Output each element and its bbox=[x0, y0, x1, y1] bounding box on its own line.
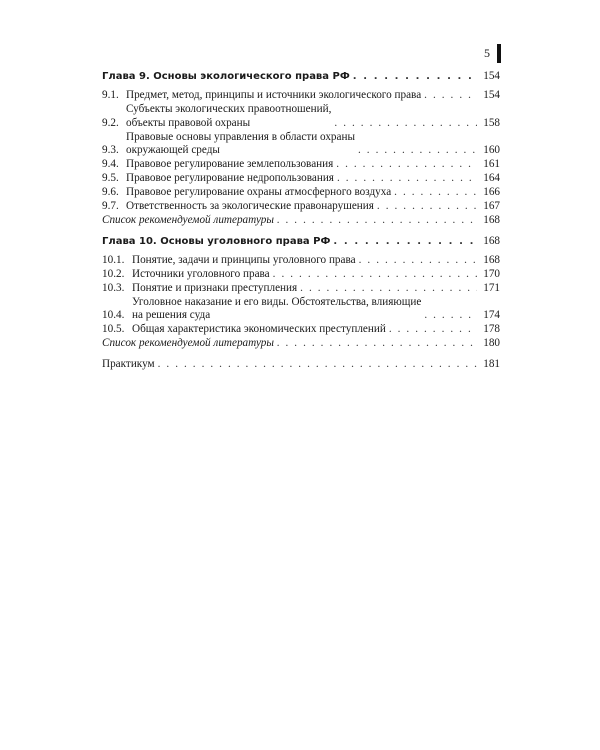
toc-entry-10-5[interactable] bbox=[102, 323, 500, 336]
page-ref: 170 bbox=[483, 268, 500, 281]
dot-leader bbox=[424, 309, 477, 322]
page-marker-bar bbox=[497, 44, 501, 63]
practicum-label: Практикум bbox=[102, 357, 155, 370]
dot-leader bbox=[277, 337, 477, 350]
toc-entry-9-3[interactable] bbox=[102, 131, 500, 158]
dot-leader bbox=[377, 200, 477, 213]
page-ref: 180 bbox=[483, 337, 500, 350]
toc-entry-10-4[interactable] bbox=[102, 296, 500, 323]
section-title-continued: на решения суда bbox=[132, 309, 211, 322]
toc-entry-references-ch10[interactable] bbox=[102, 337, 500, 350]
dot-leader bbox=[300, 282, 477, 295]
toc-entry-9-7[interactable] bbox=[102, 200, 500, 213]
section-number: 9.6. bbox=[102, 186, 119, 199]
section-number: 9.2. bbox=[102, 116, 119, 129]
dot-leader bbox=[277, 214, 477, 227]
chapter-10-heading[interactable] bbox=[102, 235, 500, 248]
section-number: 9.1. bbox=[102, 89, 119, 102]
dot-leader bbox=[336, 158, 477, 171]
page-ref: 154 bbox=[483, 70, 500, 82]
section-title: Уголовное наказание и его виды. Обстоятельства, влияющие bbox=[132, 296, 422, 309]
section-number: 9.4. bbox=[102, 158, 119, 171]
section-number: 9.7. bbox=[102, 200, 119, 213]
page-ref: 168 bbox=[483, 234, 500, 247]
toc-entry-practicum[interactable] bbox=[102, 358, 500, 371]
page-ref: 166 bbox=[483, 186, 500, 199]
dot-leader bbox=[424, 89, 477, 102]
section-title: Понятие, задачи и принципы уголовного права bbox=[132, 254, 356, 267]
page-ref: 167 bbox=[483, 200, 500, 213]
section-number: 9.3. bbox=[102, 144, 119, 157]
page-ref: 161 bbox=[483, 158, 500, 171]
page-ref: 181 bbox=[483, 357, 500, 370]
section-number: 9.5. bbox=[102, 172, 119, 185]
chapter-title: Глава 10. Основы уголовного права РФ bbox=[102, 235, 331, 247]
section-number: 10.3. bbox=[102, 282, 125, 295]
dot-leader bbox=[337, 172, 477, 185]
section-title: Общая характеристика экономических преступлений bbox=[132, 323, 386, 336]
section-title: Ответственность за экологические правонарушения bbox=[126, 200, 374, 213]
spacer bbox=[102, 351, 500, 358]
dot-leader bbox=[334, 117, 477, 130]
page-ref: 168 bbox=[483, 214, 500, 227]
toc-entry-9-6[interactable] bbox=[102, 186, 500, 199]
page-ref: 154 bbox=[483, 89, 500, 102]
chapter-title: Глава 9. Основы экологического права РФ bbox=[102, 71, 350, 82]
section-title-continued: окружающей среды bbox=[126, 144, 220, 157]
toc-entry-10-1[interactable] bbox=[102, 254, 500, 267]
section-number: 10.2. bbox=[102, 268, 125, 281]
dot-leader bbox=[158, 358, 477, 371]
section-title-continued: объекты правовой охраны bbox=[126, 116, 251, 129]
toc-entry-9-5[interactable] bbox=[102, 172, 500, 185]
page-ref: 164 bbox=[483, 172, 500, 185]
dot-leader bbox=[394, 186, 477, 199]
toc-entry-10-3[interactable] bbox=[102, 282, 500, 295]
dot-leader bbox=[353, 70, 477, 83]
page-ref: 178 bbox=[483, 323, 500, 336]
dot-leader bbox=[273, 268, 477, 281]
toc-entry-9-1[interactable] bbox=[102, 89, 500, 102]
chapter-9-heading[interactable] bbox=[102, 70, 500, 83]
references-label: Список рекомендуемой литературы bbox=[102, 337, 274, 350]
section-title: Субъекты экологических правоотношений, bbox=[126, 103, 332, 116]
section-number: 10.4. bbox=[102, 309, 125, 322]
dot-leader bbox=[389, 323, 477, 336]
section-title: Правовое регулирование землепользования bbox=[126, 158, 334, 171]
toc-entry-9-4[interactable] bbox=[102, 158, 500, 171]
section-title: Понятие и признаки преступления bbox=[132, 282, 298, 295]
page-ref: 158 bbox=[483, 116, 500, 129]
references-label: Список рекомендуемой литературы bbox=[102, 214, 274, 227]
toc-entry-10-2[interactable] bbox=[102, 268, 500, 281]
section-number: 10.5. bbox=[102, 323, 125, 336]
toc-entry-9-2[interactable] bbox=[102, 103, 500, 130]
section-title: Источники уголовного права bbox=[132, 268, 270, 281]
section-number: 10.1. bbox=[102, 254, 125, 267]
page-ref: 168 bbox=[483, 254, 500, 267]
dot-leader bbox=[359, 254, 477, 267]
section-title: Правовое регулирование охраны атмосферного воздуха bbox=[126, 186, 392, 199]
section-title: Правовые основы управления в области охраны bbox=[126, 130, 355, 143]
page-ref: 174 bbox=[483, 309, 500, 322]
toc-entry-references-ch9[interactable] bbox=[102, 214, 500, 227]
spacer bbox=[102, 228, 500, 235]
page-ref: 171 bbox=[483, 282, 500, 295]
table-of-contents bbox=[102, 70, 500, 371]
section-title: Предмет, метод, принципы и источники экологического права bbox=[126, 89, 422, 102]
dot-leader bbox=[358, 144, 477, 157]
page-ref: 160 bbox=[483, 144, 500, 157]
page-number: 5 bbox=[484, 46, 490, 60]
dot-leader bbox=[333, 235, 477, 248]
section-title: Правовое регулирование недропользования bbox=[126, 172, 334, 185]
